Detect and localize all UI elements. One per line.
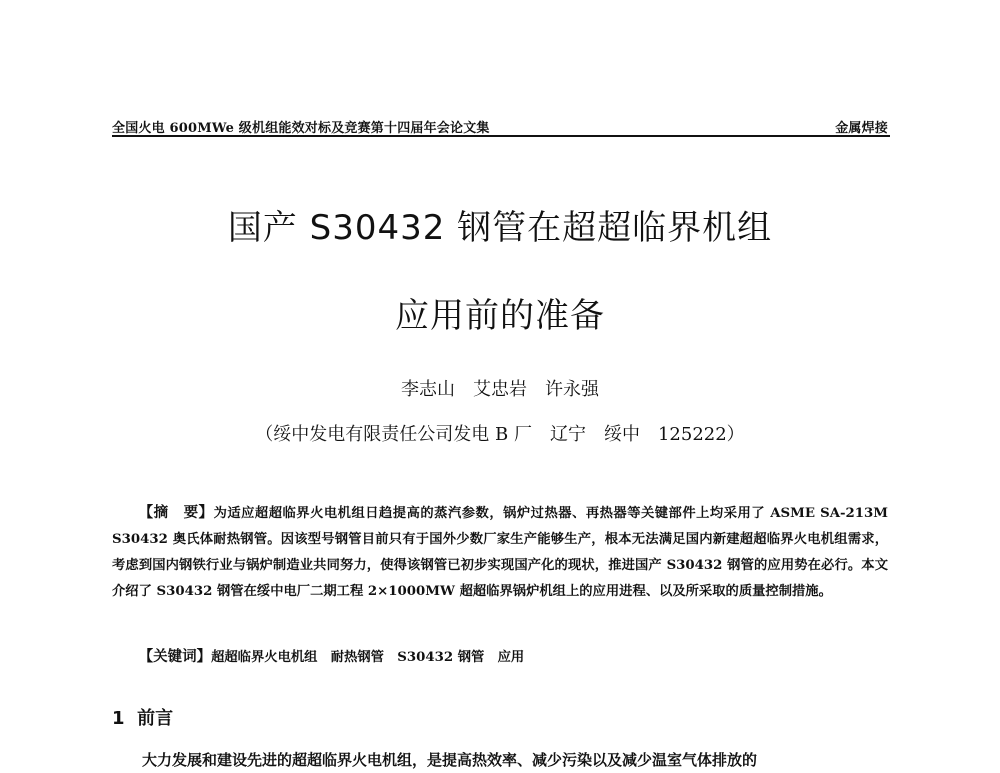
abstract-text: 为适应超超临界火电机组日趋提高的蒸汽参数，锅炉过热器、再热器等关键部件上均采用了 ASME SA-213M S30432 奥氏体耐热钢管。因该型号钢管目前只有于国外少数厂家生产能够生产，根本无法满足国内新建超超临界火电机组需求，考虑到国内钢铁行业与锅炉制造业共同努力，使得该钢管已初步实现国产化的现状，推进国产 S30432 钢管的应用势在必行。本文介绍了 S30432 钢管在绥中电厂二期工程 2×1000MW 超超临界锅炉机组上的应用进程、以及所采取的质量控制措施。 [112, 506, 889, 599]
section-heading [112, 704, 173, 730]
author-list: 李志山 艾忠岩 许永强 [401, 379, 599, 400]
abstract-paragraph [112, 500, 888, 605]
header-divider [112, 135, 890, 137]
abstract-label: 【摘 要】 [138, 504, 214, 521]
keywords-line [112, 645, 888, 666]
paper-title-line-2: 应用前的准备 [395, 296, 605, 336]
keywords-label: 【关键词】 [138, 648, 212, 665]
paper-title-line-1: 国产 S30432 钢管在超超临界机组 [227, 208, 773, 248]
running-header [112, 114, 888, 136]
body-paragraph-first-line: 大力发展和建设先进的超超临界火电机组，是提高热效率、减少污染以及减少温室气体排放的 [142, 751, 758, 769]
running-header-title: 全国火电 600MWe 级机组能效对标及竞赛第十四届年会论文集 [112, 121, 490, 136]
author-affiliation: （绥中发电有限责任公司发电 B 厂 辽宁 绥中 125222） [255, 424, 745, 445]
section-number: 1 [112, 708, 125, 729]
running-header-section: 金属焊接 [835, 121, 888, 136]
section-title: 前言 [137, 708, 174, 729]
keywords-text: 超超临界火电机组 耐热钢管 S30432 钢管 应用 [211, 650, 525, 665]
